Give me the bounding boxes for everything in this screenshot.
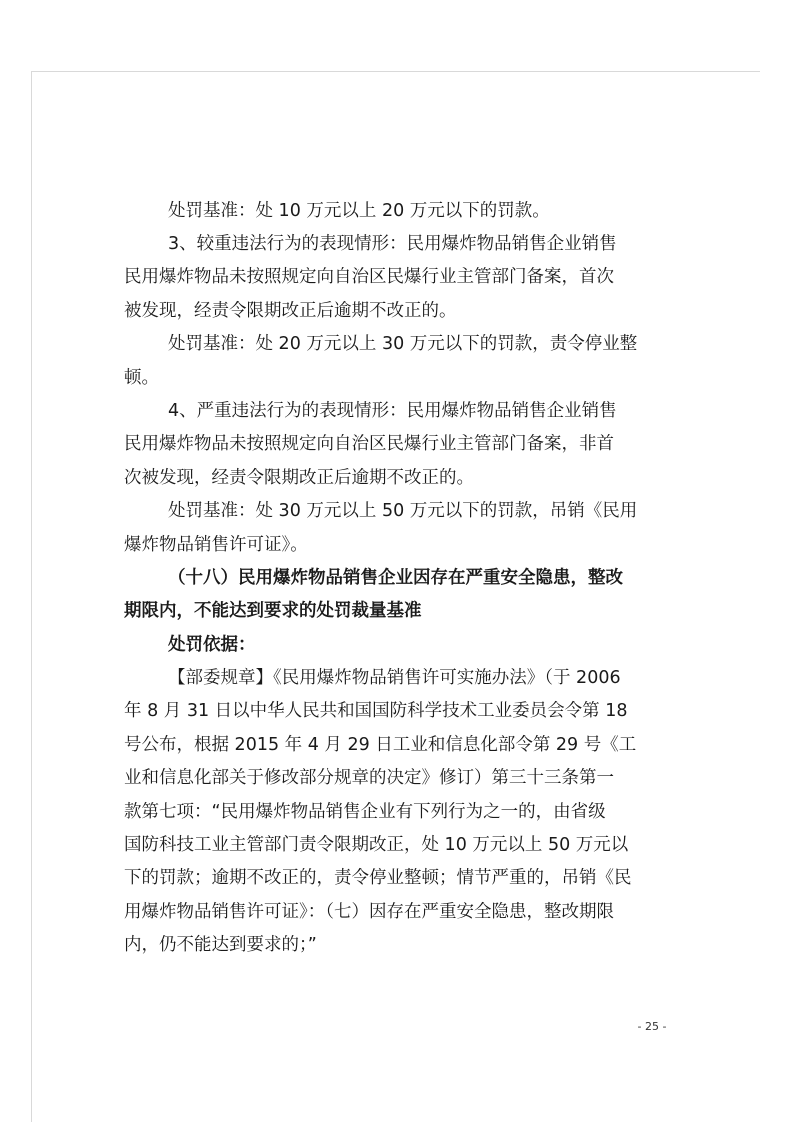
page-number: - 25 - xyxy=(637,1020,667,1033)
text-line: 处罚基准：处 10 万元以上 20 万元以下的罚款。 xyxy=(168,201,550,221)
text-line: 顿。 xyxy=(124,368,159,388)
page-frame xyxy=(31,71,760,1122)
text-line: 爆炸物品销售许可证》。 xyxy=(124,535,308,555)
text-line: 业和信息化部关于修改部分规章的决定》修订）第三十三条第一 xyxy=(124,768,614,788)
text-line: 款第七项：“民用爆炸物品销售企业有下列行为之一的，由省级 xyxy=(124,802,606,822)
text-line: 民用爆炸物品未按照规定向自治区民爆行业主管部门备案，首次 xyxy=(124,267,614,287)
text-line: 民用爆炸物品未按照规定向自治区民爆行业主管部门备案，非首 xyxy=(124,434,614,454)
text-line: 国防科技工业主管部门责令限期改正，处 10 万元以上 50 万元以 xyxy=(124,835,629,855)
text-line: 内，仍不能达到要求的；” xyxy=(124,935,317,955)
text-line: 次被发现，经责令限期改正后逾期不改正的。 xyxy=(124,468,474,488)
section-heading: 期限内，不能达到要求的处罚裁量基准 xyxy=(124,601,422,621)
text-line: 处罚基准：处 30 万元以上 50 万元以下的罚款，吊销《民用 xyxy=(168,501,638,521)
text-line: 用爆炸物品销售许可证》：（七）因存在严重安全隐患，整改期限 xyxy=(124,902,614,922)
text-line: 号公布，根据 2015 年 4 月 29 日工业和信息化部令第 29 号《工 xyxy=(124,735,637,755)
text-line: 年 8 月 31 日以中华人民共和国国防科学技术工业委员会令第 18 xyxy=(124,701,628,721)
text-line: 4、严重违法行为的表现情形：民用爆炸物品销售企业销售 xyxy=(168,401,617,421)
text-line: 3、较重违法行为的表现情形：民用爆炸物品销售企业销售 xyxy=(168,234,617,254)
section-heading: （十八）民用爆炸物品销售企业因存在严重安全隐患，整改 xyxy=(168,568,623,588)
text-line: 被发现，经责令限期改正后逾期不改正的。 xyxy=(124,301,457,321)
text-line: 【部委规章】《民用爆炸物品销售许可实施办法》（于 2006 xyxy=(168,668,621,688)
subheading: 处罚依据： xyxy=(168,635,256,655)
text-line: 下的罚款；逾期不改正的，责令停业整顿；情节严重的，吊销《民 xyxy=(124,868,632,888)
text-line: 处罚基准：处 20 万元以上 30 万元以下的罚款，责令停业整 xyxy=(168,334,638,354)
